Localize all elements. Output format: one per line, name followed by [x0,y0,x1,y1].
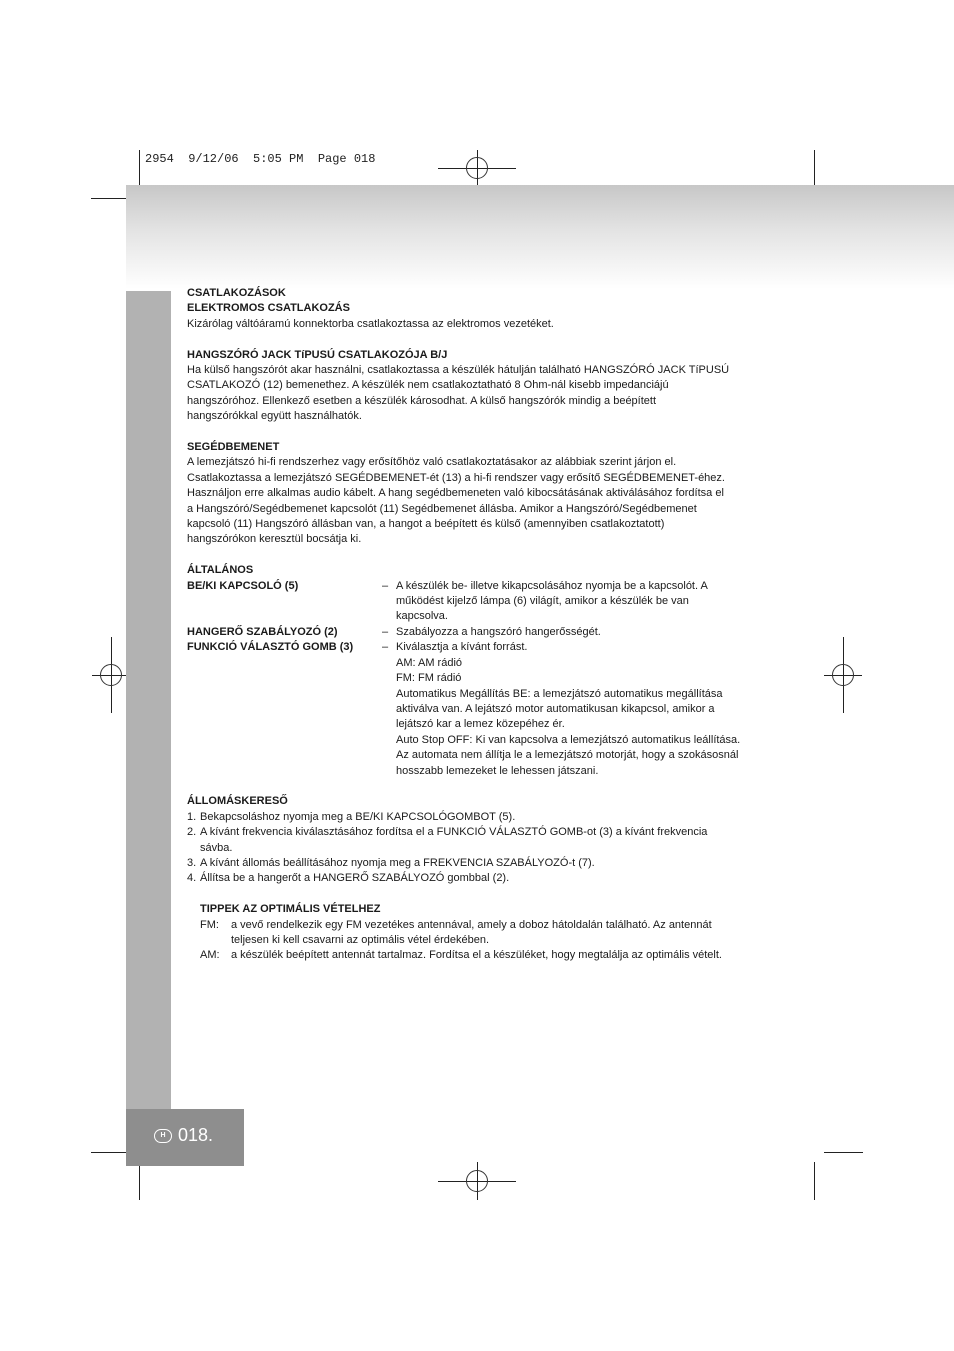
paragraph-line: kapcsoló (11) Hangszóró állásban van, a hangot a beépített és külső (amennyiben csatlakoztatott) [187,518,665,531]
manual-content [187,286,777,964]
control-row-power [187,579,777,625]
paragraph-line: Csatlakoztassa a lemezjátszó SEGÉDBEMENET-ét (13) a hi-fi rendszer vagy erősítő SEGÉDBEMENET-éhez. [187,471,725,484]
crop-mark [139,150,140,188]
control-row-volume [187,625,777,640]
control-desc-line: hosszabb lemezeket le lehessen játszani. [396,764,599,777]
control-desc-line: A készülék be- illetve kikapcsolásához nyomja be a kapcsolót. A [396,579,708,592]
control-desc-line: lejátszó kar a lemez közepéhez ér. [396,718,565,731]
section-title-connections: CSATLAKOZÁSOK [187,287,286,299]
list-item: 1. Bekapcsoláshoz nyomja meg a BE/KI KAPCSOLÓGOMBOT (5). [187,810,516,823]
control-desc-line: Szabályozza a hangszóró hangerősségét. [396,625,601,638]
dash: – [382,579,389,592]
section-title-speaker: HANGSZÓRÓ JACK TíPUSÚ CSATLAKOZÓJA B/J [187,348,448,361]
dash: – [382,641,389,654]
control-label: BE/KI KAPCSOLÓ (5) [187,579,299,592]
page-number: 018. [178,1125,214,1145]
page-number-box [126,1109,244,1166]
crop-mark [814,150,815,188]
control-desc-line: FM: FM rádió [396,672,462,685]
control-desc-line: kapcsolva. [396,610,448,623]
control-desc-line: Auto Stop OFF: Ki van kapcsolva a lemezjátszó automatikus leállítása. [396,733,741,746]
section-title-tips: TIPPEK AZ OPTIMÁLIS VÉTELHEZ [200,903,381,916]
list-item: FM: a vevő rendelkezik egy FM vezetékes antennával, amely a doboz hátoldalán található. Az antennát teljesen ki kell csavarni az optimális vétel érdekében. [200,918,712,946]
section-title-tuning: ÁLLOMÁSKERESŐ [187,795,288,808]
dash: – [382,625,389,638]
paragraph-line: Ha külső hangszórót akar használni, csatlakoztassa a készülék hátulján található HANGSZÓRÓ JACK TíPUSÚ [187,364,730,377]
side-bar [126,291,171,1109]
control-desc-line: Az automata nem állítja le a lemezjátszó motorját, hogy a szokásosnál [396,749,739,762]
crop-mark [91,1152,131,1153]
paragraph-line: a Hangszóró/Segédbemenet kapcsolót (11) Segédbemenet állásba. Amikor a Hangszóró/Segédbemenet [187,502,697,515]
paragraph-line: A lemezjátszó hi-fi rendszerhez vagy erősítőhöz való csatlakoztatásakor az alábbiak szerint járjon el. [187,456,677,469]
control-label: HANGERŐ SZABÁLYOZÓ (2) [187,625,338,638]
section-title-general: ÁLTALÁNOS [187,564,254,577]
control-row-function [187,640,777,779]
header-gradient-band [126,185,954,289]
crop-mark [91,198,131,199]
control-desc-line: aktiválva van. A lejátszó motor automatikusan kikapcsol, amikor a [396,702,715,715]
crop-mark [824,1152,863,1153]
control-desc-line: működést kijelző lámpa (6) világít, amikor a készülék be van [396,595,689,608]
tips-section [200,902,777,964]
crop-mark [139,1162,140,1200]
list-item: 4. Állítsa be a hangerőt a HANGERŐ SZABÁLYOZÓ gombbal (2). [187,872,510,885]
control-label: FUNKCIÓ VÁLASZTÓ GOMB (3) [187,641,354,654]
paragraph-line: hangszórókkal együtt használhatók. [187,410,362,423]
control-desc-line: Kiválasztja a kívánt forrást. [396,641,528,654]
paragraph-line: Használjon erre alkalmas audio kábelt. A hang segédbemeneten való kibocsátásának aktiválásához fordítsa el [187,487,724,500]
list-item: AM: a készülék beépített antennát tartalmaz. Fordítsa el a készüléket, hogy megtalálja az optimális vételt. [200,949,722,962]
control-desc-line: AM: AM rádió [396,656,463,669]
paragraph-power: Kizárólag váltóáramú konnektorba csatlakoztassa az elektromos vezetéket. [187,317,554,330]
crop-mark [814,1162,815,1200]
paragraph-line: hangszórókon keresztül bocsátja ki. [187,533,362,546]
list-item: 2. A kívánt frekvencia kiválasztásához fordítsa el a FUNKCIÓ VÁLASZTÓ GOMB-ot (3) a kívánt frekvencia sávba. [187,826,708,854]
paragraph-line: hangszóróhoz. Ellenkező esetben a készülék károsodhat. A külső hangszórók mindig a beépített [187,394,657,407]
section-title-aux: SEGÉDBEMENET [187,441,280,454]
control-desc-line: Automatikus Megállítás BE: a lemezjátszó automatikus megállítása [396,687,723,700]
paragraph-line: CSATLAKOZÓ (12) bemenethez. A készülék nem csatlakoztatható 8 Ohm-nál kisebb impedanciájú [187,379,669,392]
print-header: 2954 9/12/06 5:05 PM Page 018 [145,152,376,166]
list-item: 3. A kívánt állomás beállításához nyomja meg a FREKVENCIA SZABÁLYOZÓ-t (7). [187,856,595,869]
language-badge-icon: H [154,1129,172,1143]
subsection-title-power: ELEKTROMOS CSATLAKOZÁS [187,302,350,315]
